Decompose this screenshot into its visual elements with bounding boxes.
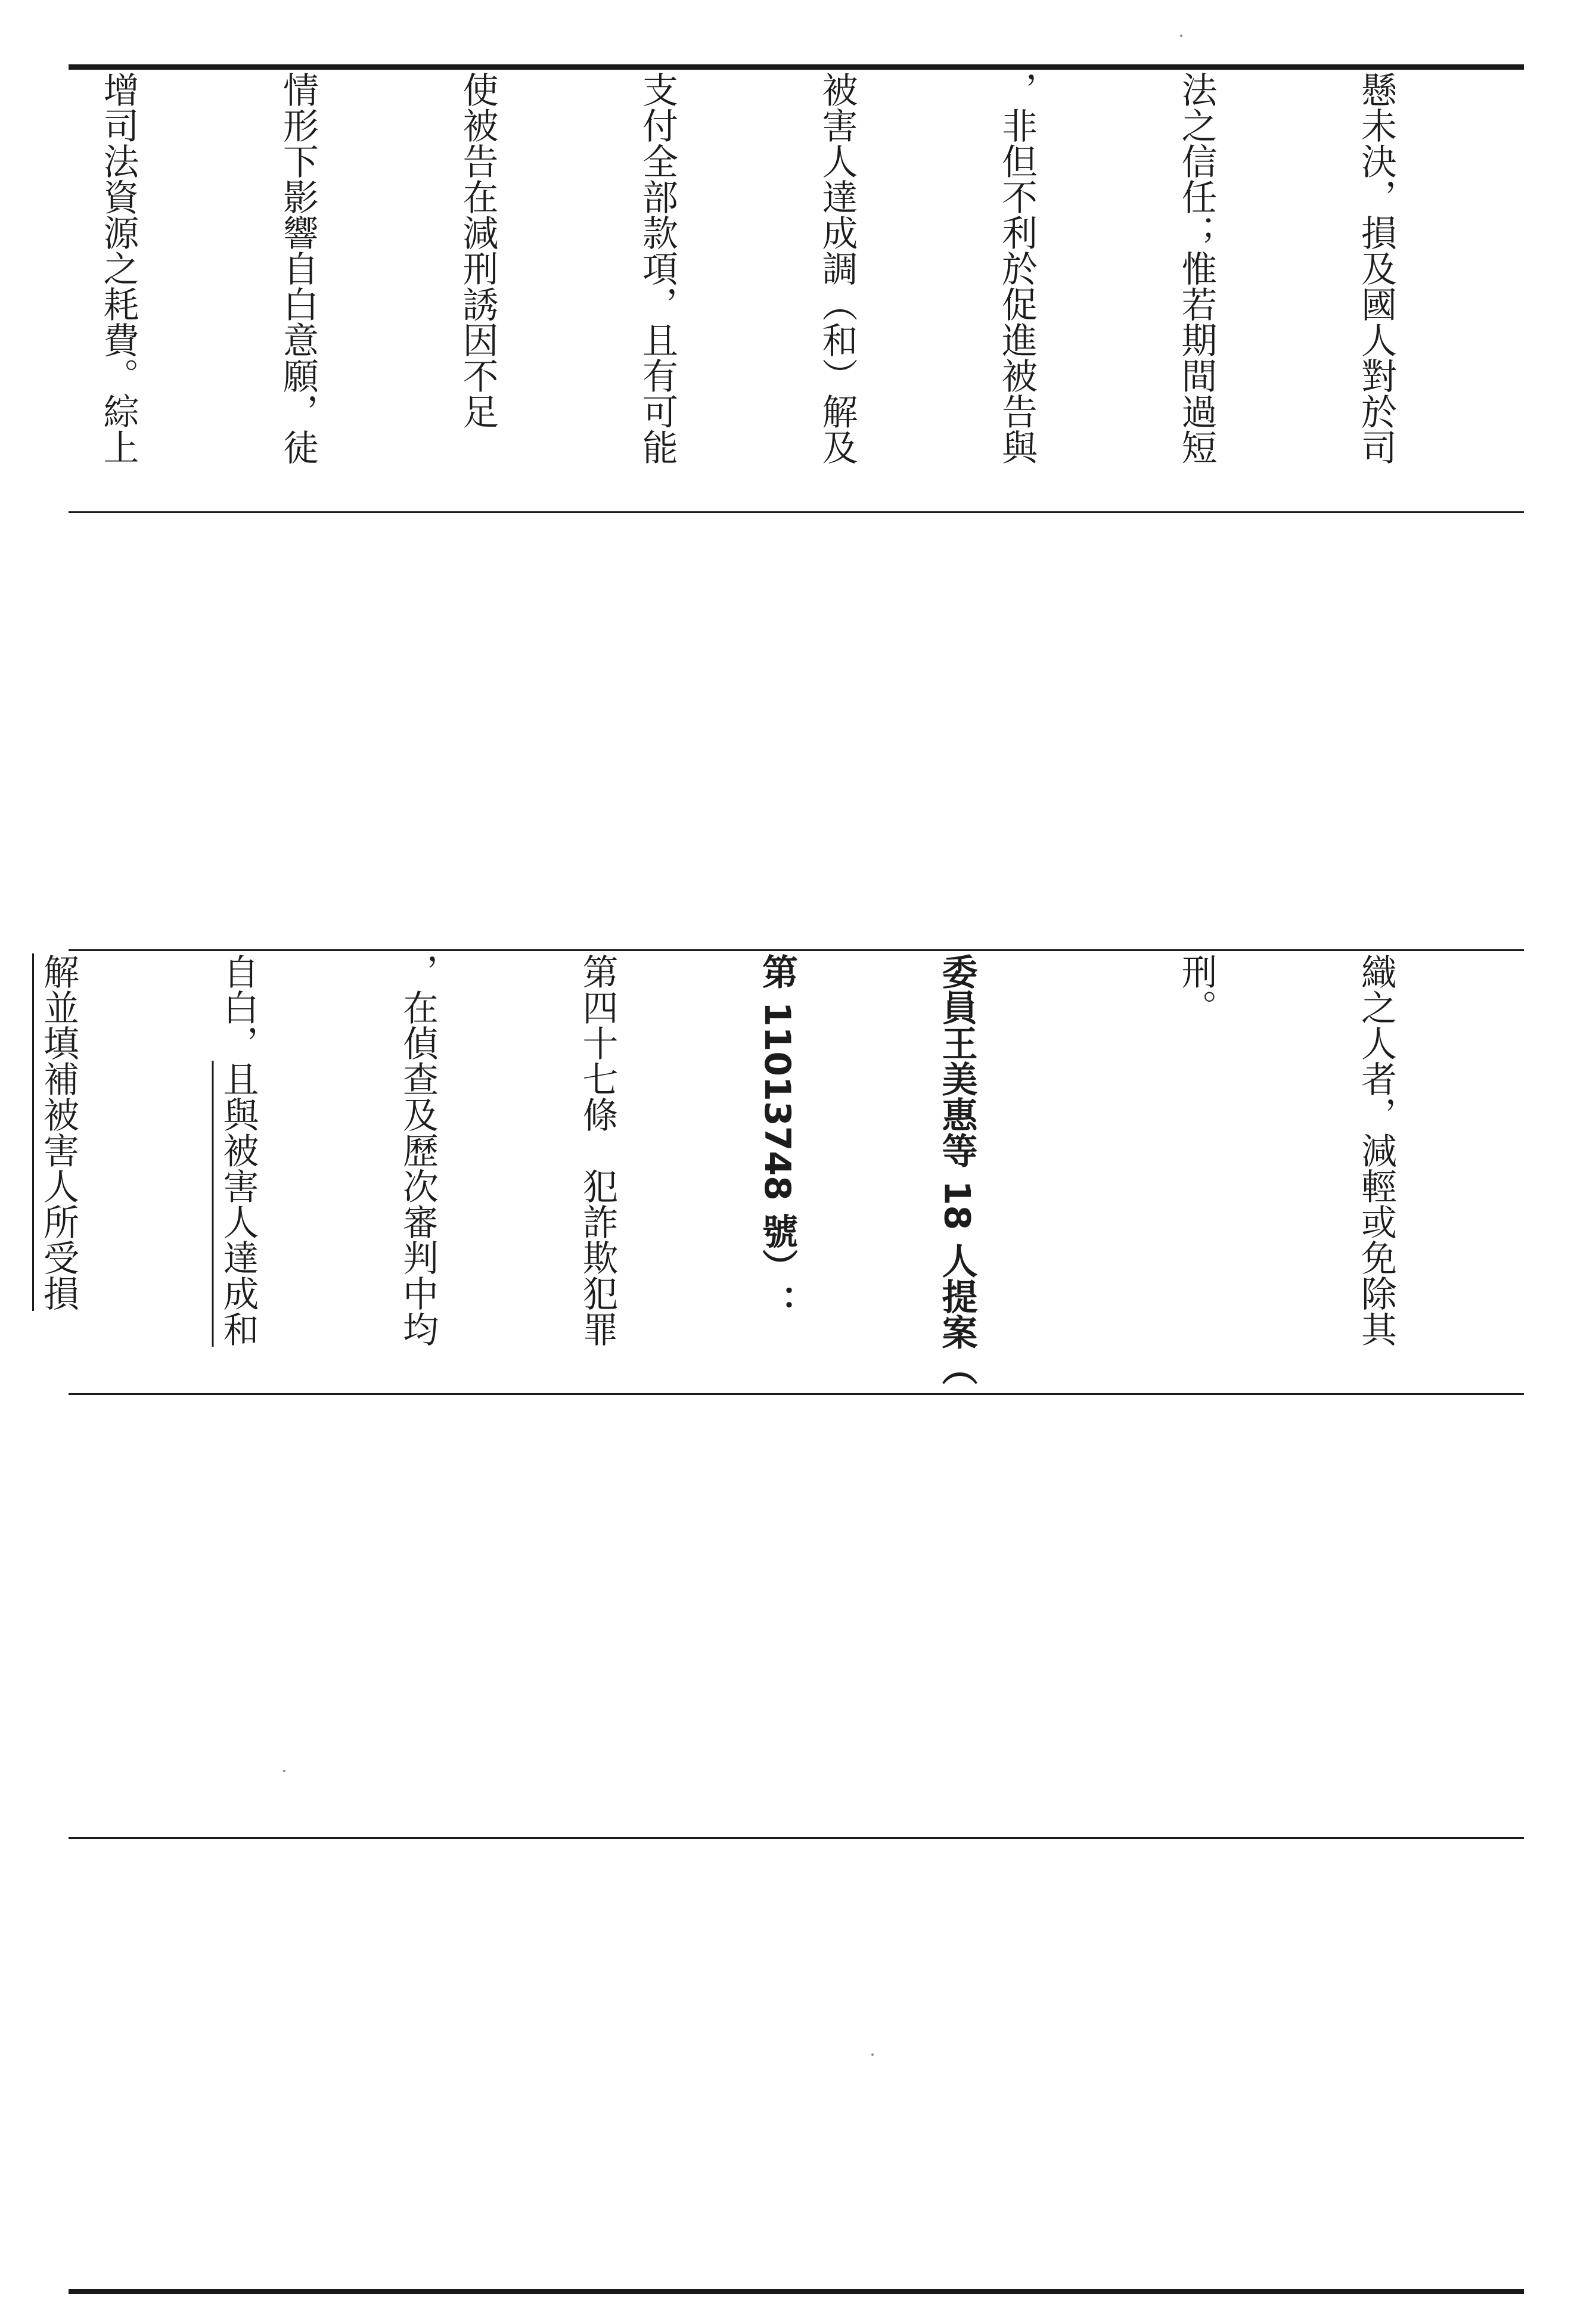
- text-line: 織之人者，減輕或免除其: [1355, 953, 1397, 1347]
- row-divider-2: [69, 949, 1524, 951]
- text-line: 懸未決，損及國人對於司: [1355, 72, 1397, 465]
- text-span: 自白，: [217, 953, 259, 1061]
- scan-speck: [1180, 35, 1182, 37]
- text-line: [208, 953, 268, 2282]
- text-line: [29, 953, 89, 2282]
- text-line: 刑。: [1175, 953, 1218, 1025]
- table-top-border: [69, 64, 1524, 70]
- scan-speck: [871, 2053, 874, 2056]
- text-line: 使被告在減刑誘因不足: [457, 72, 499, 429]
- proposal-number: 第 11013748 號）：: [756, 953, 798, 1321]
- explanation-text-block: [80, 72, 1526, 858]
- text-line: 被害人達成調（和）解及: [816, 72, 858, 465]
- scan-speck: [283, 1770, 285, 1772]
- article-label: 第四十七條 犯詐欺犯罪: [576, 953, 619, 1347]
- proposal-heading-wang: 委員王美惠等 18 人提案（: [936, 953, 978, 1386]
- text-line: 增司法資源之耗費。綜上: [97, 72, 139, 465]
- amended-text: 且與被害人達成和: [217, 1061, 259, 1347]
- text-line: 法之信任；惟若期間過短: [1175, 72, 1218, 465]
- proposals-text-block: [38, 953, 1526, 2282]
- table-bottom-border: [69, 2289, 1524, 2294]
- text-line: ，在偵查及歷次審判中均: [397, 953, 439, 1347]
- amended-text: 解並填補被害人所受損: [38, 953, 79, 1311]
- text-line: ，非但不利於促進被告與: [996, 72, 1038, 465]
- text-line: 支付全部款項，且有可能: [637, 72, 678, 465]
- text-line: 情形下影響自白意願，徒: [277, 72, 319, 465]
